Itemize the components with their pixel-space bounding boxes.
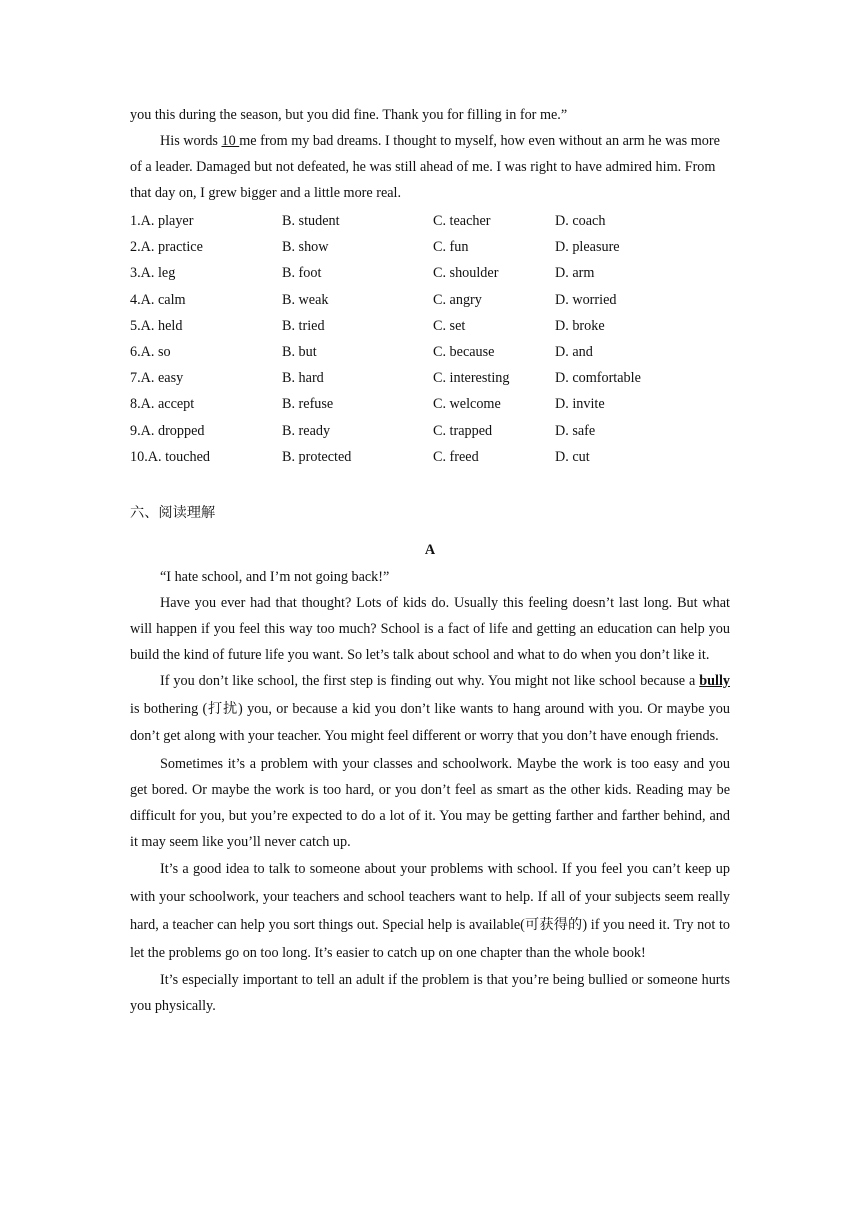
option-d: D. comfortable bbox=[555, 370, 641, 387]
option-a: 3.A. leg bbox=[130, 265, 176, 282]
option-row bbox=[130, 339, 730, 365]
option-c: C. freed bbox=[433, 448, 479, 465]
option-c: C. because bbox=[433, 343, 495, 360]
option-a: 2.A. practice bbox=[130, 239, 203, 256]
underlined-word: bully bbox=[699, 673, 730, 689]
option-c: C. interesting bbox=[433, 370, 510, 387]
option-row bbox=[130, 444, 730, 470]
option-row bbox=[130, 418, 730, 444]
option-b: B. ready bbox=[282, 422, 331, 439]
option-row bbox=[130, 234, 730, 260]
option-a: 7.A. easy bbox=[130, 370, 184, 387]
option-d: D. coach bbox=[555, 213, 606, 229]
option-d: D. safe bbox=[555, 422, 596, 439]
option-d: D. cut bbox=[555, 448, 590, 465]
option-row bbox=[130, 260, 730, 286]
option-row bbox=[130, 287, 730, 313]
blank-10: 10 bbox=[221, 133, 240, 149]
option-row bbox=[130, 208, 730, 234]
passage-paragraph: Sometimes it’s a problem with your classes and schoolwork. Maybe the work is too easy and you get bored. Or maybe the work is too hard, or you don’t feel as smart as the other kids. Reading may be difficult for you, but you’re expected to do a lot of it. You may be getting farther and farther behind, and it may seem like you’ll never catch up. bbox=[130, 755, 730, 850]
option-a: 1.A. player bbox=[130, 213, 194, 229]
passage-title: A bbox=[424, 542, 436, 558]
option-b: B. protected bbox=[282, 448, 352, 465]
option-row bbox=[130, 391, 730, 417]
option-b: B. show bbox=[282, 239, 329, 256]
paragraph-text: me from my bad dreams. I thought to myself, how even without an arm he was more of a leader. Damaged but not defeated, he was still ahead of me. I was right to have admired him. From that day on, I grew bigger and a little more real. bbox=[130, 133, 720, 201]
option-d: D. and bbox=[555, 343, 593, 360]
option-c: C. trapped bbox=[433, 422, 493, 439]
option-c: C. fun bbox=[433, 239, 469, 256]
passage-paragraph: Have you ever had that thought? Lots of kids do. Usually this feeling doesn’t last long. But what will happen if you feel this way too much? School is a fact of life and getting an education can help you build the kind of future life you want. So let’s talk about school and what to do when you don’t like it. bbox=[130, 595, 730, 663]
option-d: D. pleasure bbox=[555, 239, 620, 256]
option-a: 10.A. touched bbox=[130, 448, 210, 465]
option-c: C. welcome bbox=[433, 396, 501, 413]
option-b: B. student bbox=[282, 213, 340, 229]
option-a: 9.A. dropped bbox=[130, 422, 205, 439]
option-b: B. refuse bbox=[282, 396, 334, 413]
previous-passage-end bbox=[130, 102, 730, 206]
option-row bbox=[130, 313, 730, 339]
option-c: C. shoulder bbox=[433, 265, 499, 282]
paragraph-text: is bothering (打扰) you, or because a kid you don’t like wants to hang around with you. Or maybe you don’t get along with your teacher. You might feel different or worry that you don’t have enough friends. bbox=[130, 700, 730, 744]
option-a: 8.A. accept bbox=[130, 396, 195, 413]
passage-paragraph: It’s especially important to tell an adult if the problem is that you’re being bullied or someone hurts you physically. bbox=[130, 971, 730, 1014]
section-heading: 六、阅读理解 bbox=[130, 505, 216, 521]
option-a: 4.A. calm bbox=[130, 291, 186, 308]
passage-paragraph: “I hate school, and I’m not going back!” bbox=[160, 569, 390, 585]
option-d: D. broke bbox=[555, 317, 605, 334]
option-b: B. but bbox=[282, 343, 317, 360]
paragraph-text: His words bbox=[160, 133, 222, 149]
option-a: 6.A. so bbox=[130, 343, 171, 360]
option-c: C. angry bbox=[433, 291, 482, 308]
option-c: C. set bbox=[433, 317, 466, 334]
answer-options bbox=[130, 208, 730, 470]
option-d: D. invite bbox=[555, 396, 605, 413]
option-d: D. arm bbox=[555, 265, 595, 282]
option-b: B. hard bbox=[282, 370, 324, 387]
option-b: B. foot bbox=[282, 265, 322, 282]
continued-line: you this during the season, but you did fine. Thank you for filling in for me.” bbox=[130, 107, 568, 123]
option-a: 5.A. held bbox=[130, 317, 183, 334]
option-row bbox=[130, 365, 730, 391]
paragraph-text: If you don’t like school, the first step is finding out why. You might not like school because a bbox=[160, 673, 700, 689]
option-c: C. teacher bbox=[433, 213, 491, 229]
reading-passage bbox=[130, 564, 730, 1019]
passage-paragraph: It’s a good idea to talk to someone about your problems with school. If you feel you can’t keep up with your schoolwork, your teachers and school teachers want to help. If all of your subjects seem really hard, a teacher can help you sort things out. Special help is available(可获得的) if you need it. Try not to let the problems go on too long. It’s easier to catch up on one chapter than the whole book! bbox=[130, 860, 730, 961]
passage-paragraph bbox=[130, 668, 730, 751]
option-d: D. worried bbox=[555, 291, 617, 308]
option-b: B. weak bbox=[282, 291, 329, 308]
passage-closing-paragraph bbox=[130, 128, 730, 206]
option-b: B. tried bbox=[282, 317, 325, 334]
